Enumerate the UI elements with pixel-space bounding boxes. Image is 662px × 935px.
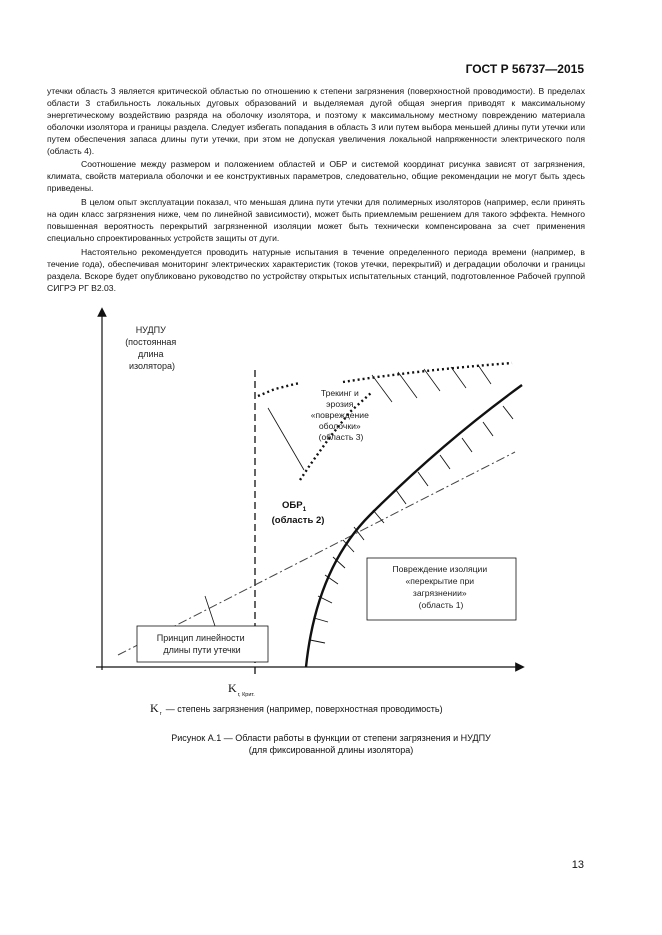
linearity-pointer xyxy=(205,596,215,626)
paragraph-2: Соотношение между размером и положением областей и ОБР и системой координат рисунка зависят от загрязнения, климата, свойств материала оболочки и ее конструктивных параметров, следовательно, общие рекомендации не могут быть здесь приведены. xyxy=(47,159,585,194)
y-axis-label: НУДПУ (постоянная длина изолятора) xyxy=(125,325,177,371)
k-critical-label: $K_{г, Крит.}$ xyxy=(228,681,255,698)
linearity-box xyxy=(137,626,268,662)
region3-top-boundary xyxy=(343,363,512,382)
figure-a1 xyxy=(0,300,662,720)
region3-pointer xyxy=(268,408,304,470)
caption-line-1: Рисунок А.1 — Области работы в функции от степени загрязнения и НУДПУ xyxy=(171,733,491,743)
region1-label: Повреждение изоляции «перекрытие при загрязнении» (область 1) xyxy=(392,564,488,610)
body-text xyxy=(47,86,585,296)
region3-upper-boundary xyxy=(258,383,300,396)
linearity-label: Принцип линейности длины пути утечки xyxy=(156,633,245,655)
region3-label: Трекинг и эрозия «повреждение оболочки» (область 3) xyxy=(310,388,369,442)
page-number: 13 xyxy=(571,859,584,871)
x-axis-label: Kг — степень загрязнения (например, поверхностная проводимость) xyxy=(150,701,443,717)
operating-regions-diagram xyxy=(0,300,662,720)
figure-caption xyxy=(0,732,662,756)
region2-label: (область 2) xyxy=(271,515,325,526)
region3-hatching xyxy=(372,365,491,402)
caption-line-2: (для фиксированной длины изолятора) xyxy=(248,745,414,755)
obr-label: $ОБР_1$ xyxy=(282,500,307,513)
linearity-line xyxy=(118,452,515,655)
paragraph-3: В целом опыт эксплуатации показал, что меньшая длина пути утечки для полимерных изоляторов (например, если принять на один класс загрязнения ниже, чем по линейной зависимости), может быть приемлемым решением для такого эффекта. Немного повышенная вероятность перекрытий загрязненной изоляции может быть технически компенсирована за счет применения специально спроектированных устройств защиты от дуги. xyxy=(47,197,585,243)
paragraph-4: Настоятельно рекомендуется проводить натурные испытания в течение определенного периода времени (например, в течение года), обеспечивая мониторинг электрических характеристик (токов утечки, перекрытий) и деградации оболочки и границы раздела. Вскоре будет опубликовано руководство по устройству открытых испытательных станций, подготовленное Рабочей группой СИГРЭ РГ В2.03. xyxy=(47,246,585,293)
document-header: ГОСТ Р 56737—2015 xyxy=(465,62,584,76)
paragraph-1: утечки область 3 является критической областью по отношению к степени загрязнения (поверхностной проводимости). В пределах области 3 стабильность локальных дуговых образований и выделяемая дугой общая энергия приводят к максимальному энергетическому воздействию разряда на оболочку изолятора, и поэтому к максимальному местному повреждению материала оболочки изолятора и границы раздела. Следует избегать попадания в область 3 или путем выбора меньшей длины пути утечки или путем обеспечения запаса длины пути утечки, при этом не допуская увеличения локальной напряженности электрического поля (область 4). xyxy=(47,86,585,156)
